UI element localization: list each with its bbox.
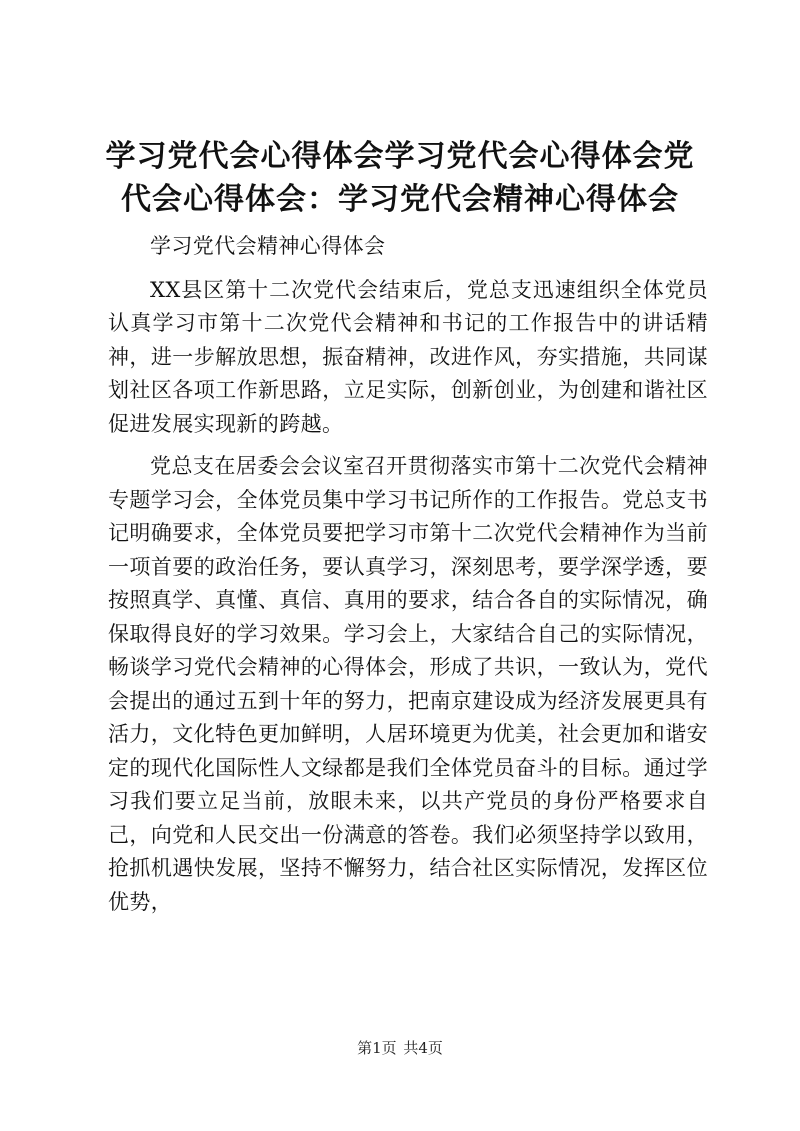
body-paragraph: 党总支在居委会会议室召开贯彻落实市第十二次党代会精神专题学习会，全体党员集中学习书记所作的工作报告。党总支书记明确要求，全体党员要把学习市第十二次党代会精神作为当前一项首要的政治任务，要认真学习，深刻思考，要学深学透，要按照真学、真懂、真信、真用的要求，结合各自的实际情况，确保取得良好的学习效果。学习会上，大家结合自己的实际情况，畅谈学习党代会精神的心得体会，形成了共识，一致认为，党代会提出的通过五到十年的努力，把南京建设成为经济发展更具有活力，文化特色更加鲜明，人居环境更为优美，社会更加和谐安定的现代化国际性人文绿都是我们全体党员奋斗的目标。通过学习我们要立足当前，放眼未来，以共产党员的身份严格要求自己，向党和人民交出一份满意的答卷。我们必须坚持学以致用，抢抓机遇快发展，坚持不懈努力，结合社区实际情况，发挥区位优势，: [108, 454, 708, 914]
document-subtitle: 学习党代会精神心得体会: [150, 234, 386, 258]
document-title: 学习党代会心得体会学习党代会心得体会党代会心得体会：学习党代会精神心得体会: [105, 139, 695, 217]
document-body: [108, 230, 708, 919]
page-total: 共4页: [403, 1039, 443, 1057]
page-number: 第1页: [357, 1039, 397, 1057]
body-paragraph: XX县区第十二次党代会结束后，党总支迅速组织全体党员认真学习市第十二次党代会精神和书记的工作报告中的讲话精神，进一步解放思想，振奋精神，改进作风，夯实措施，共同谋划社区各项工作新思路，立足实际，创新创业，为创建和谐社区促进发展实现新的跨越。: [108, 277, 708, 436]
page-footer: [0, 1038, 800, 1058]
